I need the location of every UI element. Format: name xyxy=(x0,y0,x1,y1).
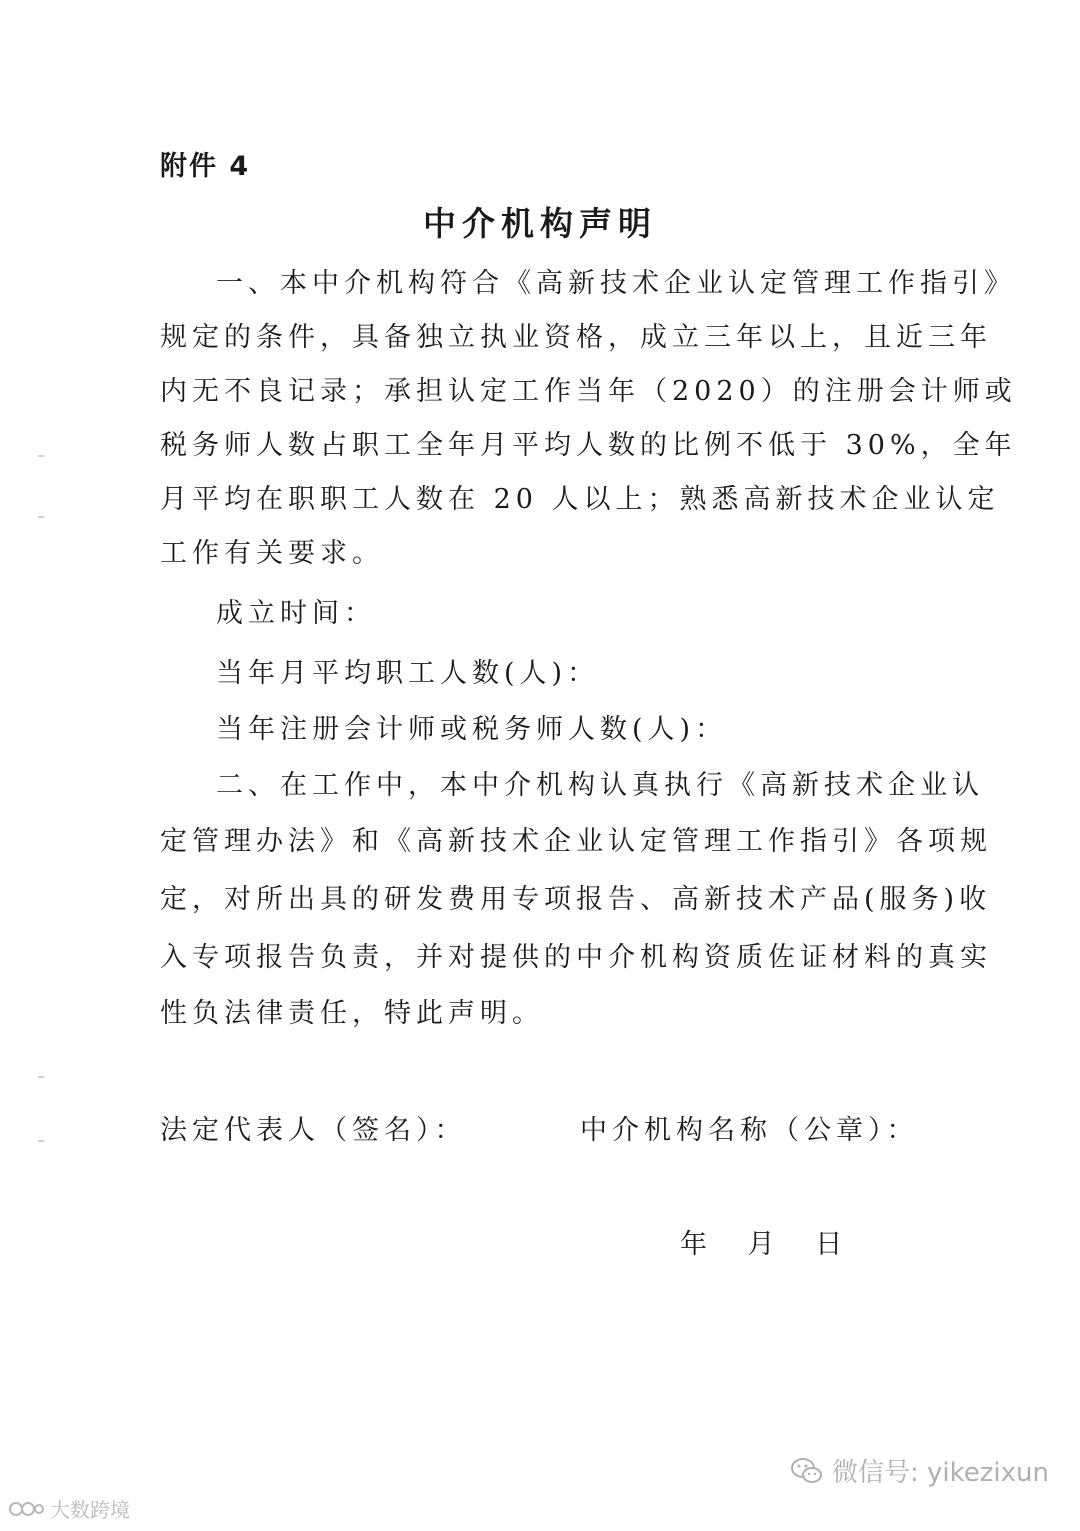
paragraph2-line: 二、在工作中，本中介机构认真执行《高新技术企业认 xyxy=(216,770,984,801)
accountants-field-label: 当年注册会计师或税务师人数(人)： xyxy=(216,714,728,745)
paragraph2-line: 入专项报告负责，并对提供的中介机构资质佐证材料的真实 xyxy=(160,942,992,973)
date-line xyxy=(680,1222,860,1261)
scan-artifact xyxy=(38,455,44,457)
paragraph1-line: 一、本中介机构符合《高新技术企业认定管理工作指引》 xyxy=(216,268,1016,299)
legal-representative-signature-label: 法定代表人（签名）： xyxy=(160,1115,467,1146)
wechat-icon xyxy=(790,1456,824,1486)
paragraph1-line: 内无不良记录；承担认定工作当年（2020）的注册会计师或 xyxy=(160,376,1017,407)
date-day-label: 日 xyxy=(815,1229,843,1260)
date-year-label: 年 xyxy=(680,1229,707,1260)
paragraph1-line: 税务师人数占职工全年月平均人数的比例不低于 30%，全年 xyxy=(160,430,1017,461)
watermark-left-text: 大数跨境 xyxy=(50,1498,130,1522)
paragraph2-line: 性负法律责任，特此声明。 xyxy=(160,998,544,1029)
paragraph1-line: 工作有关要求。 xyxy=(160,538,384,569)
watermark-left xyxy=(8,1494,130,1523)
watermark-right-text: 微信号: yikezixun xyxy=(832,1458,1049,1488)
attachment-label: 附件 4 xyxy=(160,151,251,182)
scan-artifact xyxy=(38,1140,44,1142)
paragraph1-line: 月平均在职职工人数在 20 人以上；熟悉高新技术企业认定 xyxy=(160,484,1000,515)
paragraph2-line: 定，对所出具的研发费用专项报告、高新技术产品(服务)收 xyxy=(160,884,992,915)
paragraph1-line: 规定的条件，具备独立执业资格，成立三年以上，且近三年 xyxy=(160,322,992,353)
agency-name-seal-label: 中介机构名称（公章）： xyxy=(580,1115,919,1146)
established-field-label: 成立时间： xyxy=(216,598,376,629)
avg-employees-field-label: 当年月平均职工人数(人)： xyxy=(216,658,600,689)
watermark-right xyxy=(790,1452,1049,1489)
scan-artifact xyxy=(38,1076,44,1078)
paragraph2-line: 定管理办法》和《高新技术企业认定管理工作指引》各项规 xyxy=(160,826,992,857)
brand-logo-icon xyxy=(8,1499,44,1519)
scan-artifact xyxy=(38,516,44,518)
date-month-label: 月 xyxy=(747,1229,775,1260)
document-title: 中介机构声明 xyxy=(423,204,657,243)
